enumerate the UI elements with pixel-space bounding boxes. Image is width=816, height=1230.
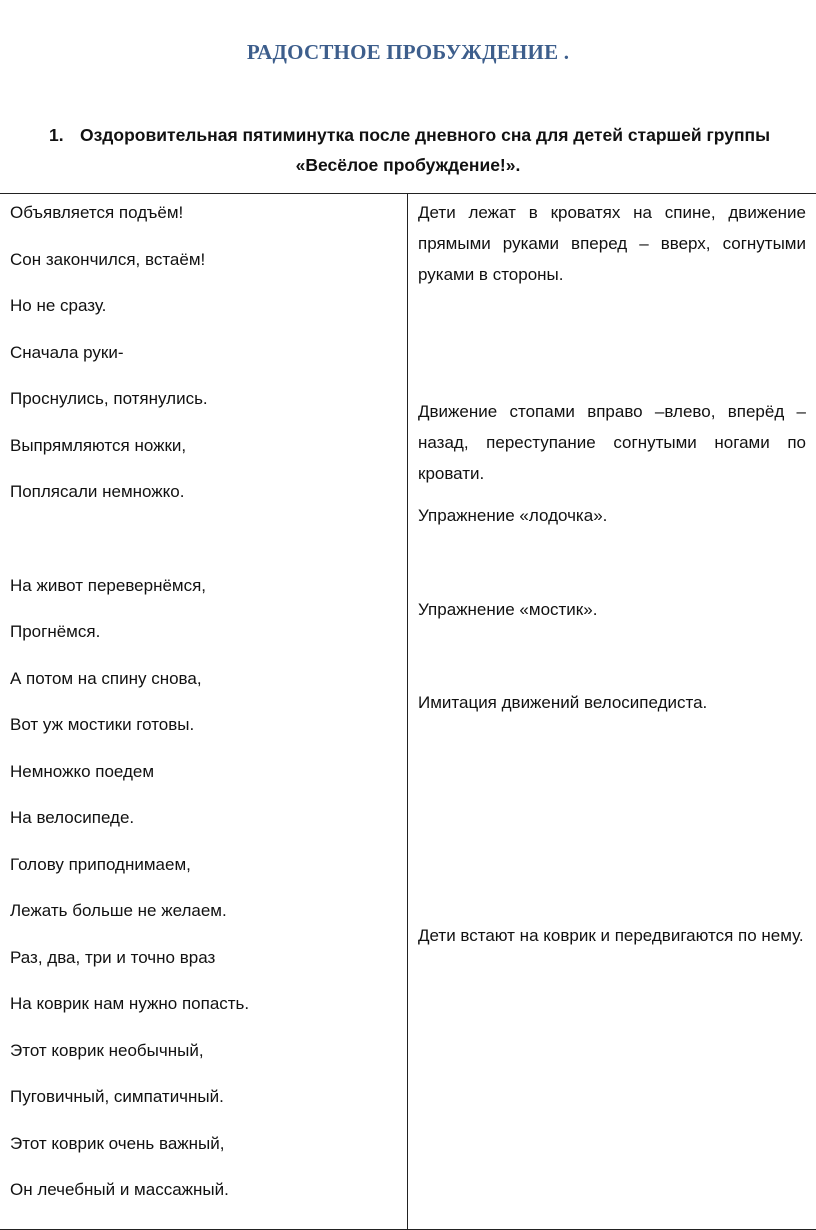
poem-line: На коврик нам нужно попасть.: [10, 994, 250, 1013]
poem-line: Голову приподнимаем,: [10, 855, 191, 874]
poem-line: Сон закончился, встаём!: [10, 250, 206, 269]
poem-line: Выпрямляются ножки,: [10, 436, 187, 455]
poem-line: Прогнёмся.: [10, 622, 101, 641]
poem-line: Объявляется подъём!: [10, 203, 184, 222]
poem-line: Этот коврик необычный,: [10, 1041, 204, 1060]
poem-line: Вот уж мостики готовы.: [10, 715, 195, 734]
poem-line: Пуговичный, симпатичный.: [10, 1087, 224, 1106]
heading-text-line1: Оздоровительная пятиминутка после дневного сна для детей старшей группы: [80, 125, 771, 145]
poem-line: Проснулись, потянулись.: [10, 389, 208, 408]
instruction-text: Дети встают на коврик и передвигаются по нему.: [418, 926, 804, 945]
document-title: РАДОСТНОЕ ПРОБУЖДЕНИЕ .: [246, 40, 570, 64]
heading-number: 1.: [49, 125, 64, 145]
section-heading: [40, 120, 816, 180]
poem-line: Этот коврик очень важный,: [10, 1134, 225, 1153]
instruction-text: Упражнение «мостик».: [418, 600, 598, 619]
poem-line: Сначала руки-: [10, 343, 124, 362]
poem-line: Раз, два, три и точно враз: [10, 948, 216, 967]
poem-line: Немножко поедем: [10, 762, 155, 781]
instruction-text: Упражнение «лодочка».: [418, 506, 608, 525]
column-divider: [407, 194, 408, 1229]
instruction-text: Движение стопами вправо –влево, вперёд – назад, переступание согнутыми ногами по кровати.: [418, 402, 806, 483]
poem-line: А потом на спину снова,: [10, 669, 202, 688]
poem-line: На велосипеде.: [10, 808, 135, 827]
exercise-table: [0, 193, 816, 1230]
poem-line: На живот перевернёмся,: [10, 576, 207, 595]
instruction-text: Дети лежат в кроватях на спине, движение прямыми руками вперед – вверх, согнутыми руками в стороны.: [418, 203, 806, 284]
poem-line: Лежать больше не желаем.: [10, 901, 227, 920]
instruction-text: Имитация движений велосипедиста.: [418, 693, 708, 712]
poem-line: Поплясали немножко.: [10, 482, 185, 501]
heading-text-line2: «Весёлое пробуждение!».: [295, 155, 521, 175]
poem-line: Он лечебный и массажный.: [10, 1180, 229, 1199]
poem-line: Но не сразу.: [10, 296, 107, 315]
